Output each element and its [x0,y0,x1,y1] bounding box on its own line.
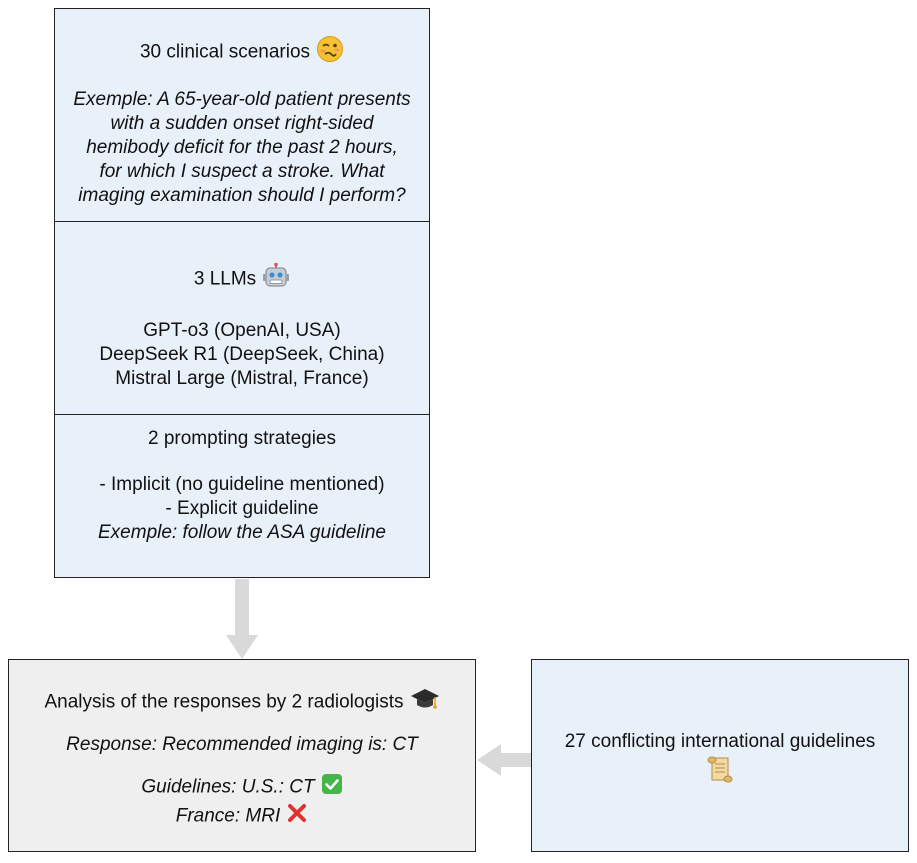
scenario-example-line: imaging examination should I perform? [78,185,406,206]
scenario-example-line: Exemple: A 65-year-old patient presents [73,89,411,110]
llm-item: DeepSeek R1 (DeepSeek, China) [99,344,385,365]
check-mark-icon [321,773,343,802]
left-arrow [477,744,533,776]
llm-item: Mistral Large (Mistral, France) [115,368,369,389]
scenario-example-line: with a sudden onset right-sided [110,113,374,134]
llms-title: 3 LLMs [193,268,257,290]
llms-box [54,221,430,415]
scenario-example-line: for which I suspect a stroke. What [99,161,385,182]
analysis-response: Response: Recommended imaging is: CT [66,734,418,755]
woozy-face-icon [316,35,344,70]
guideline-us-text: Guidelines: U.S.: CT [141,776,315,798]
scroll-icon [532,754,908,791]
prompting-item: - Explicit guideline [165,498,319,519]
guideline-fr-text: France: MRI [175,805,281,827]
scenarios-title-row [55,35,429,70]
scenarios-title: 30 clinical scenarios [139,41,311,63]
scenario-example-line: hemibody deficit for the past 2 hours, [86,137,398,158]
llms-title-row [55,262,429,297]
down-arrow [226,579,258,661]
analysis-box [8,659,476,852]
robot-icon [262,262,290,297]
scenarios-box [54,8,430,222]
analysis-title: Analysis of the responses by 2 radiologists [44,691,404,713]
guideline-fr-row [9,802,475,831]
prompting-box [54,414,430,578]
analysis-title-row [9,686,475,719]
guidelines-title: 27 conflicting international guidelines [564,731,876,752]
prompting-item: - Implicit (no guideline mentioned) [99,474,385,495]
prompting-example: Exemple: follow the ASA guideline [98,522,386,543]
graduation-cap-icon [410,686,440,719]
guideline-us-row [9,773,475,802]
prompting-title: 2 prompting strategies [148,428,336,449]
cross-mark-icon [286,802,308,831]
guidelines-box [531,659,909,852]
llm-item: GPT-o3 (OpenAI, USA) [143,320,341,341]
